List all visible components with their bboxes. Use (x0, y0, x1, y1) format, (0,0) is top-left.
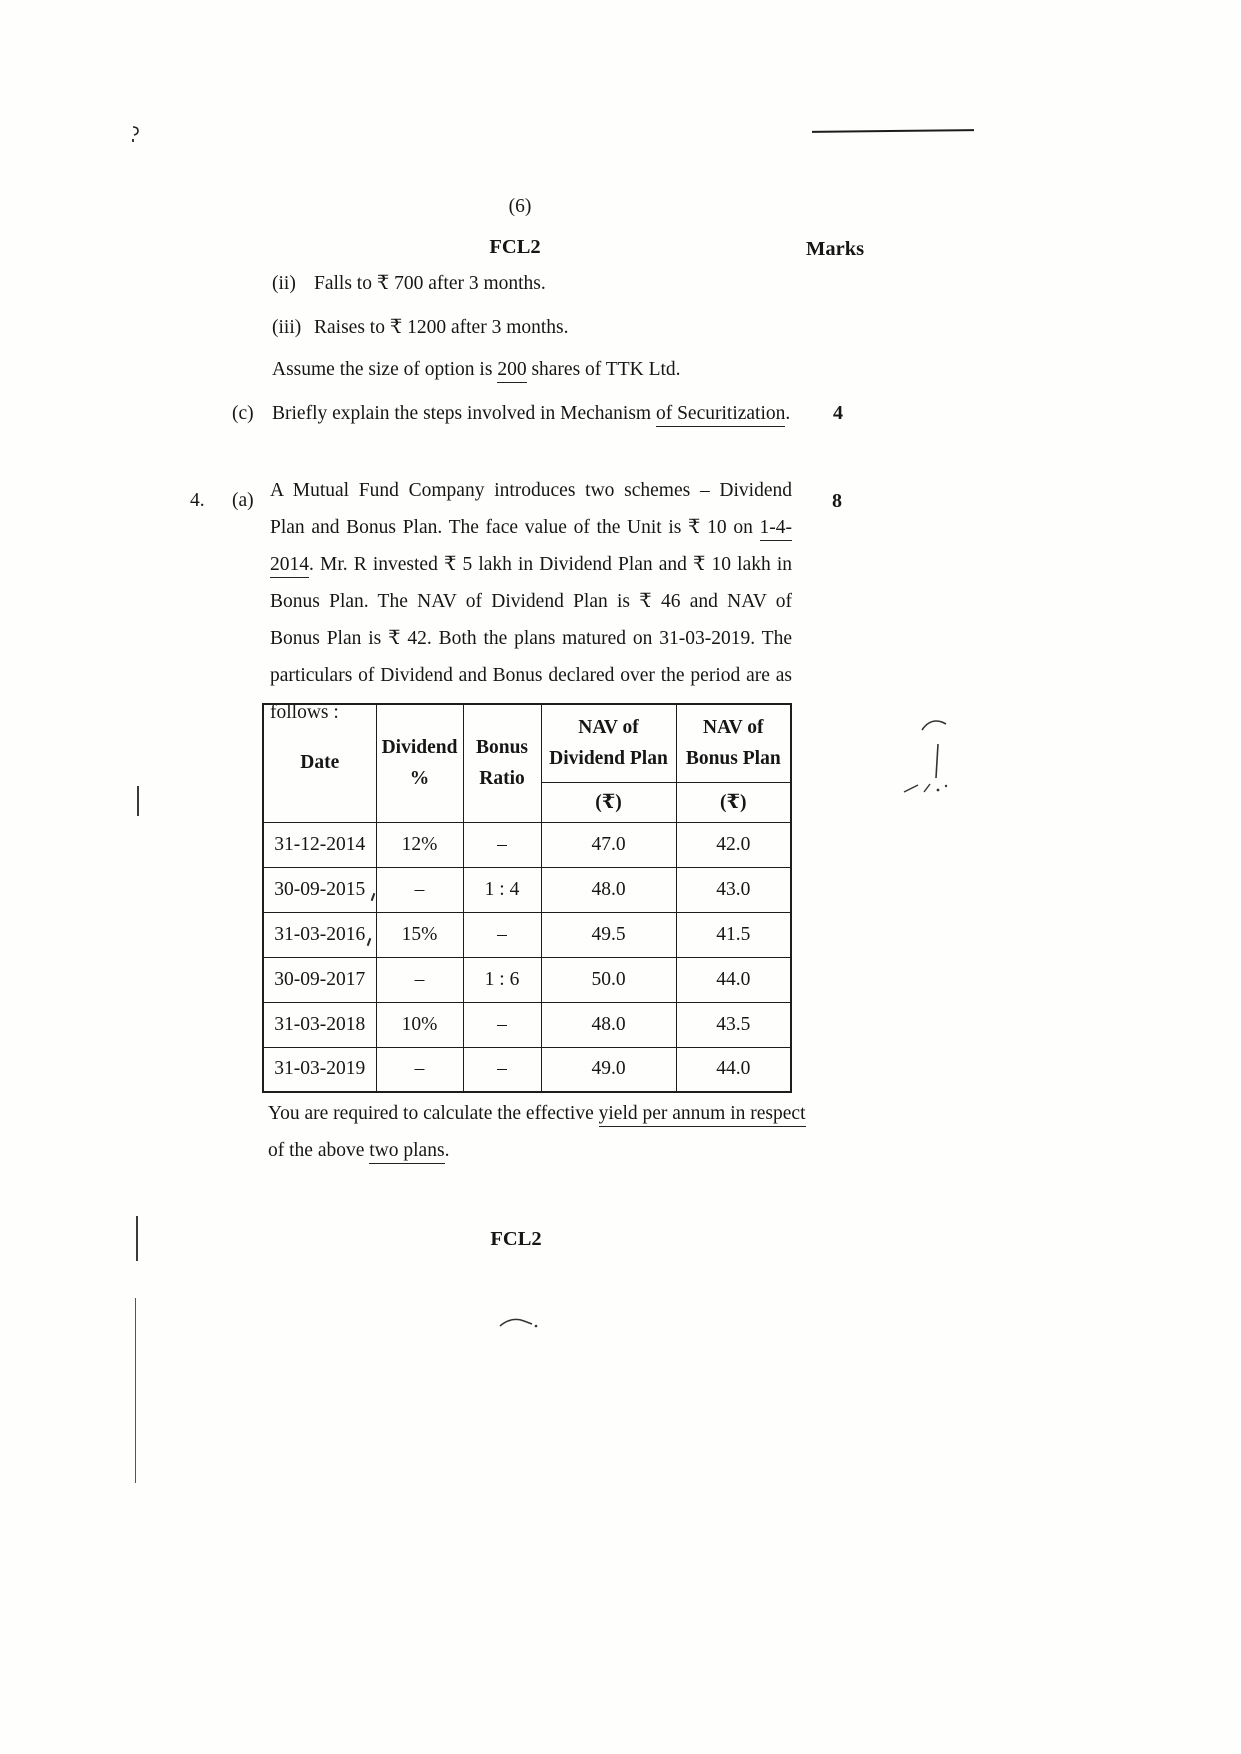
q4a-text-1: A Mutual Fund Company introduces two schemes – Dividend Plan and Bonus Plan. The face value of the Unit is ₹ 10 on (270, 480, 792, 538)
cell-dividend: – (376, 957, 463, 1002)
col-header-dividend-line2: % (409, 768, 430, 790)
col-header-bonus-line2: Ratio (479, 768, 525, 790)
col-header-nav-dividend-line2: Dividend Plan (549, 748, 668, 770)
requirement-text-3: . (444, 1140, 450, 1161)
col-header-bonus (463, 704, 541, 822)
item-c (232, 403, 790, 425)
col-header-nav-dividend (541, 704, 676, 782)
cell-bonus: – (463, 912, 541, 957)
item-c-text-2: . (785, 403, 791, 424)
cell-nav-dividend: 49.0 (541, 1047, 676, 1092)
item-c-marks: 4 (833, 402, 843, 424)
cell-date: 31-03-2016 (263, 912, 376, 957)
cell-nav-bonus: 41.5 (676, 912, 791, 957)
cell-date: 30-09-2015 (263, 867, 376, 912)
col-header-currency-bonus: (₹) (676, 782, 791, 822)
nav-table-body (263, 822, 791, 1092)
cell-bonus: – (463, 822, 541, 867)
cell-nav-bonus: 44.0 (676, 957, 791, 1002)
item-c-text-1: Briefly explain the steps involved in Mechanism (272, 403, 656, 424)
cell-nav-dividend: 50.0 (541, 957, 676, 1002)
table-row (263, 912, 791, 957)
cell-bonus: – (463, 1047, 541, 1092)
scan-line-top-right (812, 129, 974, 133)
requirement-text-1: You are required to calculate the effective (268, 1103, 599, 1124)
col-header-nav-bonus (676, 704, 791, 782)
cell-dividend: – (376, 867, 463, 912)
cell-bonus: 1 : 4 (463, 867, 541, 912)
page-number: (6) (508, 196, 532, 217)
assume-line (272, 359, 681, 381)
requirement-text-underlined-2: two plans (369, 1140, 444, 1164)
nav-table-head (263, 704, 791, 822)
q4-number: 4. (190, 490, 205, 511)
cell-bonus: – (463, 1002, 541, 1047)
table-row (263, 1002, 791, 1047)
cell-dividend: 15% (376, 912, 463, 957)
col-header-nav-dividend-line1: NAV of (578, 717, 639, 739)
item-ii-label: (ii) (272, 273, 296, 294)
cell-date: 30-09-2017 (263, 957, 376, 1002)
assume-text-1: Assume the size of option is (272, 359, 498, 380)
table-row (263, 867, 791, 912)
col-header-bonus-line1: Bonus (475, 737, 529, 759)
cell-nav-dividend: 49.5 (541, 912, 676, 957)
cell-dividend: – (376, 1047, 463, 1092)
cell-date: 31-03-2018 (263, 1002, 376, 1047)
q4a-text-2: . Mr. R invested ₹ 5 lakh in Dividend Plan and ₹ 10 lakh in Bonus Plan. The NAV of Dividend Plan is ₹ 46 and NAV of Bonus Plan is ₹ 42. Both the plans matured on 31-03-2019. The particulars of Dividend and Bonus declared over the period are as follows : (270, 554, 792, 723)
table-row (263, 1047, 791, 1092)
cell-dividend: 10% (376, 1002, 463, 1047)
q4a-marks: 8 (832, 490, 842, 512)
item-iii-text: Raises to ₹ 1200 after 3 months. (314, 317, 569, 338)
scan-vline-left-1 (137, 786, 139, 816)
col-header-nav-bonus-line1: NAV of (703, 717, 764, 739)
item-iii-label: (iii) (272, 317, 302, 338)
marks-column-label: Marks (806, 238, 865, 260)
item-iii (272, 315, 569, 339)
cell-nav-bonus: 42.0 (676, 822, 791, 867)
cell-nav-bonus: 44.0 (676, 1047, 791, 1092)
cell-nav-dividend: 47.0 (541, 822, 676, 867)
assume-text-2: shares of TTK Ltd. (526, 359, 681, 380)
col-header-dividend-line1: Dividend (381, 737, 458, 759)
paper-code-header: FCL2 (489, 236, 541, 258)
col-header-dividend (376, 704, 463, 822)
handwriting-mark-bottom (496, 1314, 540, 1330)
item-c-label: (c) (232, 403, 254, 424)
col-header-date (263, 704, 376, 822)
cell-date: 31-12-2014 (263, 822, 376, 867)
table-row (263, 957, 791, 1002)
col-header-currency-dividend: (₹) (541, 782, 676, 822)
cell-nav-bonus: 43.5 (676, 1002, 791, 1047)
requirement-text-underlined-1: yield per annum in respect (599, 1103, 806, 1127)
cell-date: 31-03-2019 (263, 1047, 376, 1092)
requirement-line-1 (268, 1103, 806, 1125)
item-ii (272, 271, 546, 295)
item-ii-text: Falls to ₹ 700 after 3 months. (314, 273, 546, 294)
assume-text-underlined: 200 (497, 359, 526, 383)
requirement-line-2 (268, 1140, 449, 1162)
handwriting-annotation (898, 708, 962, 808)
cell-dividend: 12% (376, 822, 463, 867)
cell-nav-dividend: 48.0 (541, 867, 676, 912)
cell-nav-bonus: 43.0 (676, 867, 791, 912)
scan-mark-top-left (129, 125, 143, 145)
item-c-text-underlined: of Securitization (656, 403, 785, 427)
nav-table (262, 703, 792, 1093)
q4a-text-underlined: 1-4-2014 (270, 517, 792, 578)
scan-vline-left-3 (135, 1298, 136, 1483)
cell-nav-dividend: 48.0 (541, 1002, 676, 1047)
q4a-text (270, 472, 792, 731)
paper-code-footer: FCL2 (490, 1228, 542, 1250)
col-header-nav-bonus-line2: Bonus Plan (685, 748, 781, 770)
col-header-date-text: Date (300, 752, 340, 774)
requirement-text-2: of the above (268, 1140, 370, 1161)
table-row (263, 822, 791, 867)
q4a-label: (a) (232, 490, 254, 511)
cell-bonus: 1 : 6 (463, 957, 541, 1002)
